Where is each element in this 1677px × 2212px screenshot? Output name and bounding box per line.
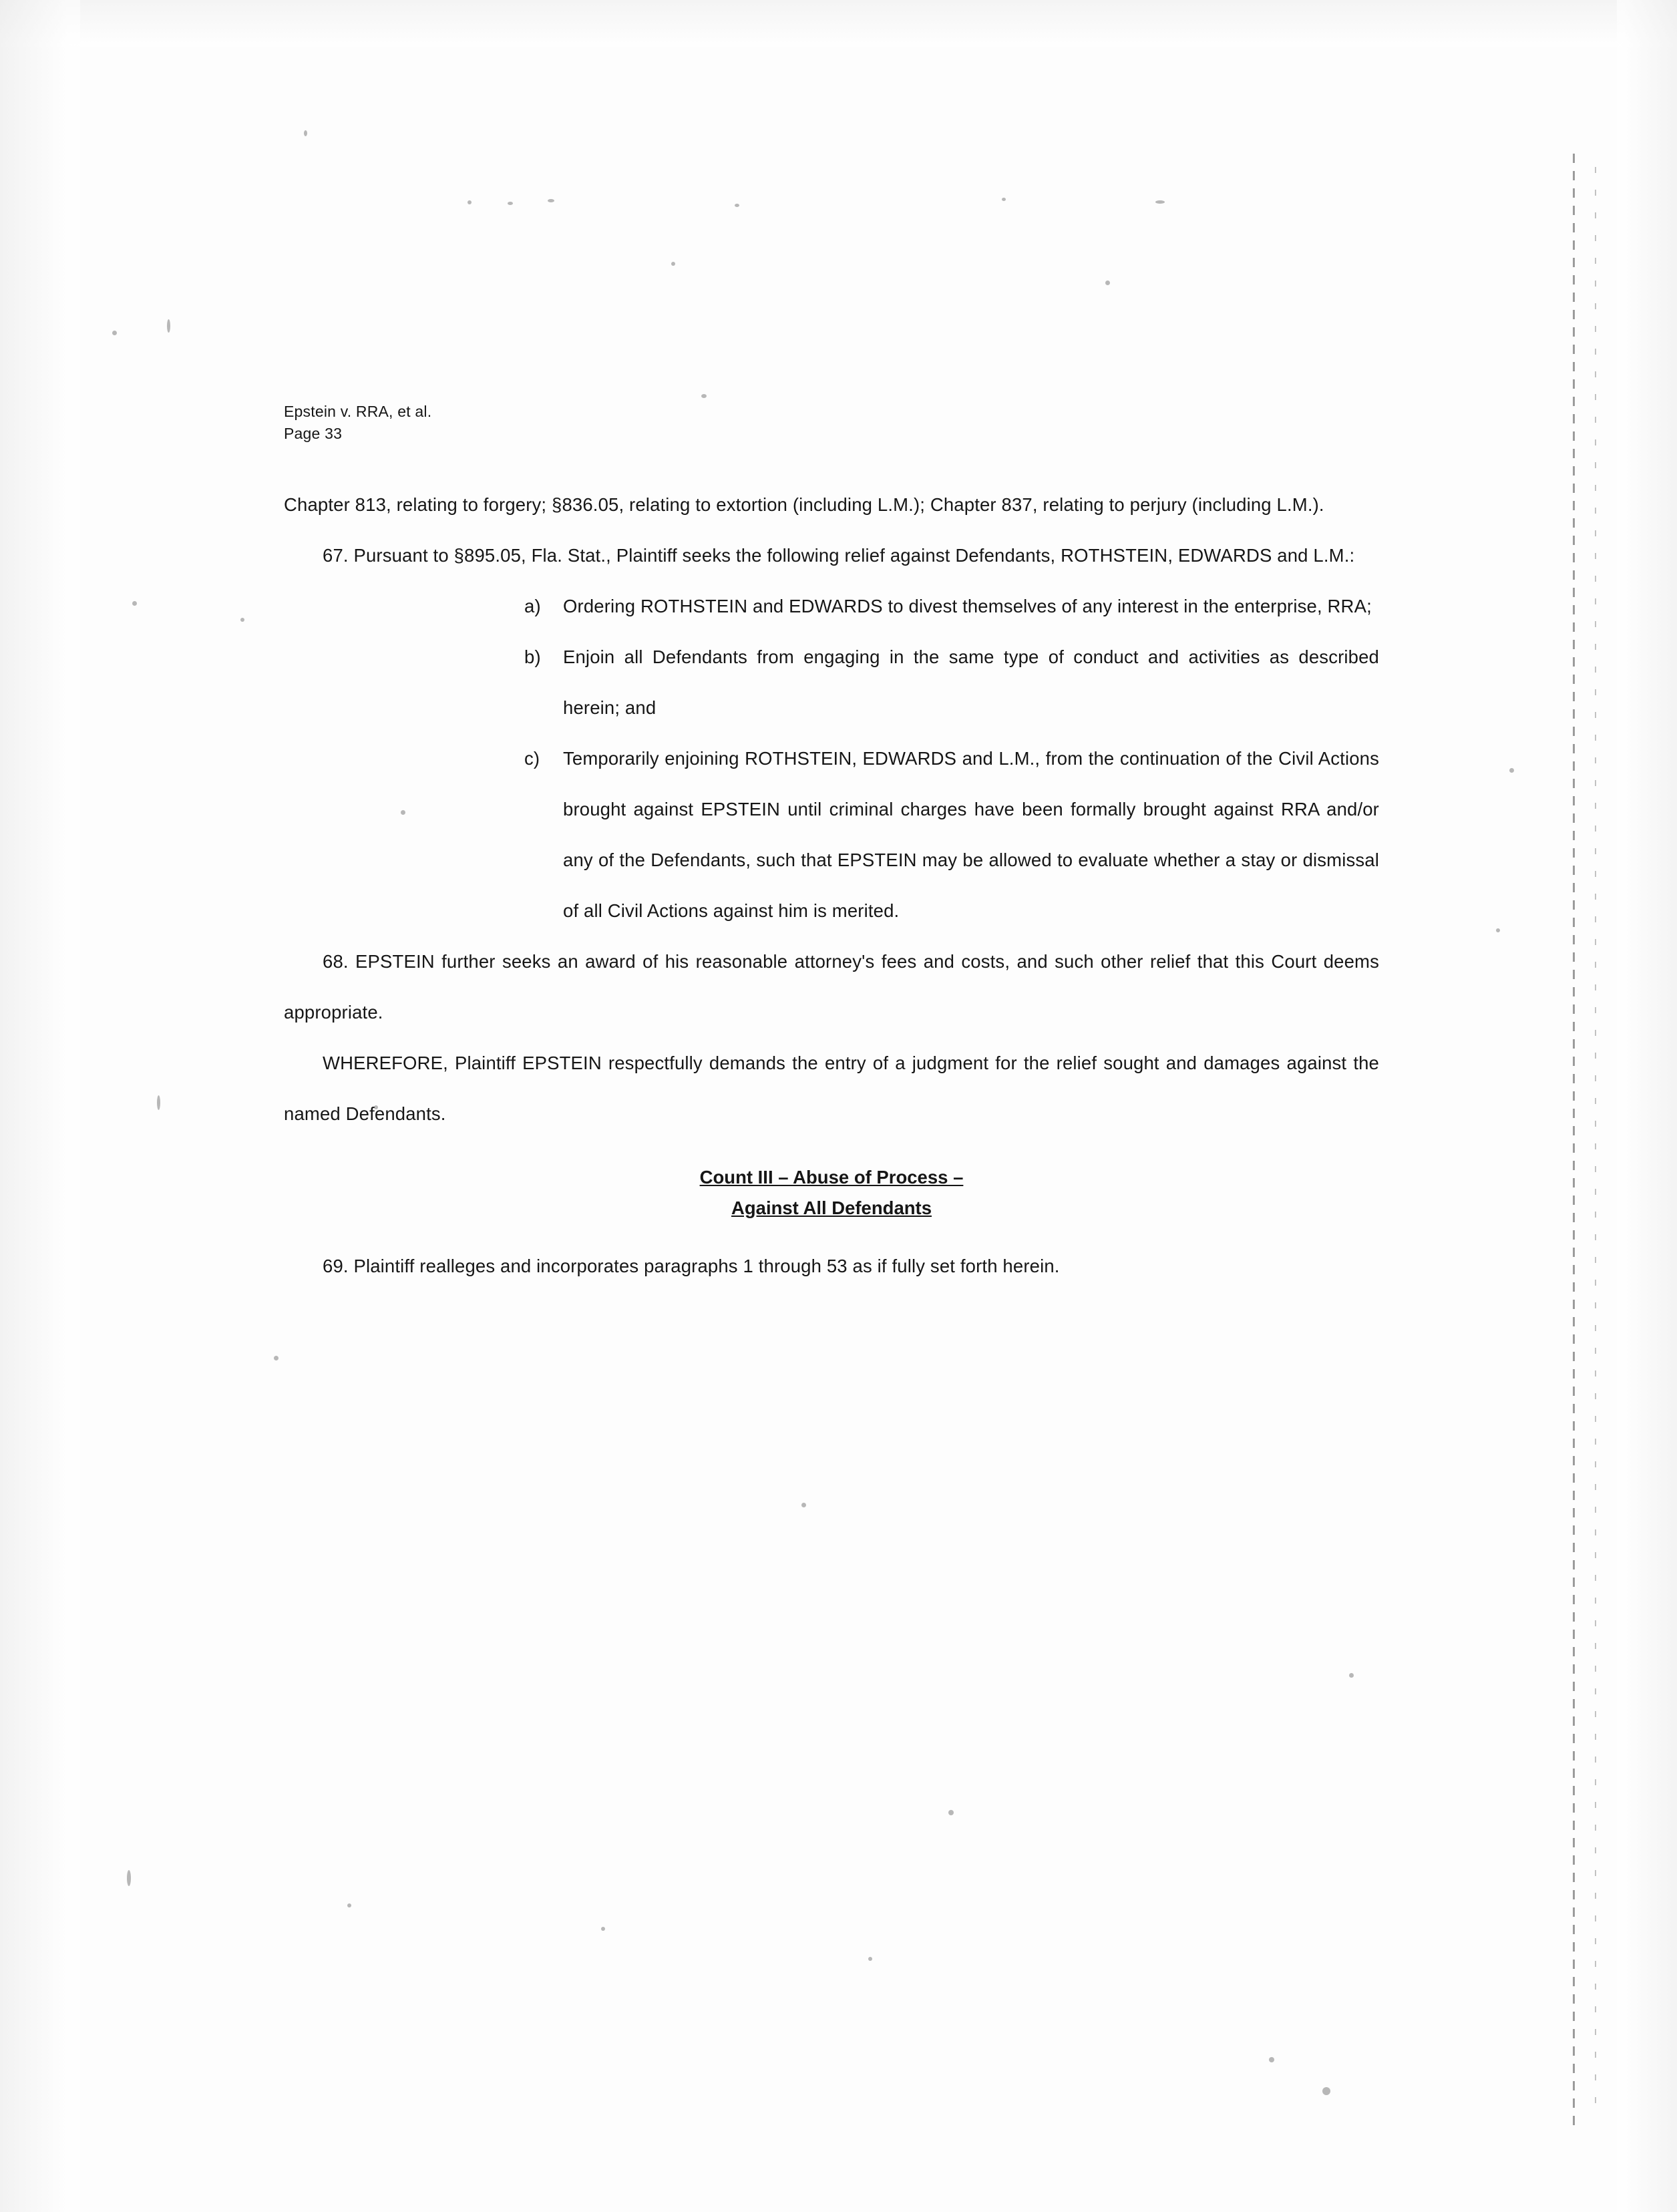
count-heading-line1: Count III – Abuse of Process – [699,1167,964,1187]
scan-speck [132,601,137,606]
scan-edge-right [1617,0,1677,2212]
list-item [524,581,1379,632]
list-item-text: Enjoin all Defendants from engaging in the same type of conduct and activities as described herein; and [563,647,1379,718]
scan-speck [274,1356,278,1360]
scan-speck [1002,198,1006,201]
document-body [284,401,1379,1292]
list-item [524,733,1379,936]
scan-speck [1155,200,1165,204]
paragraph-chapter-813: Chapter 813, relating to forgery; §836.05, relating to extortion (including L.M.); Chapter 837, relating to perjury (including L.M.). [284,494,1324,515]
scan-speck [1509,768,1514,773]
list-item-marker: c) [524,748,540,769]
paragraph-wherefore: WHEREFORE, Plaintiff EPSTEIN respectfully demands the entry of a judgment for the relief sought and damages against the named Defendants. [284,1053,1379,1124]
scan-artifact-line [1573,154,1575,2132]
paragraph-67: 67. Pursuant to §895.05, Fla. Stat., Plaintiff seeks the following relief against Defendants, ROTHSTEIN, EDWARDS and L.M.: [323,545,1355,566]
scan-speck [1105,281,1110,285]
scan-speck [1322,2087,1330,2095]
case-caption [284,401,1379,445]
scan-edge-left [0,0,80,2212]
scan-speck [304,130,307,136]
scan-speck [868,1957,872,1961]
list-item-text: Ordering ROTHSTEIN and EDWARDS to divest themselves of any interest in the enterprise, RRA; [563,596,1372,616]
scan-speck [671,262,675,266]
scan-speck [468,200,472,204]
scan-speck [127,1870,131,1886]
scan-speck [1269,2057,1274,2062]
scan-speck [801,1503,806,1507]
paragraph-68: 68. EPSTEIN further seeks an award of his reasonable attorney's fees and costs, and such other relief that this Court deems appropriate. [284,951,1379,1023]
scan-speck [701,394,707,398]
relief-sub-list [284,581,1379,936]
list-item-marker: a) [524,596,541,616]
scan-speck [948,1810,954,1815]
scan-speck [167,319,170,333]
caption-page-number: Page 33 [284,425,343,442]
scan-speck [112,331,117,335]
scan-speck [240,618,244,622]
scan-speck [157,1095,160,1110]
scan-edge-top [0,0,1677,47]
count-heading [284,1162,1379,1224]
list-item-marker: b) [524,647,541,667]
count-heading-line2: Against All Defendants [731,1197,932,1218]
scan-speck [347,1903,351,1907]
scan-speck [1496,928,1500,932]
caption-case-name: Epstein v. RRA, et al. [284,403,432,420]
scan-artifact-line-secondary [1595,167,1596,2105]
scan-speck [1349,1673,1354,1678]
list-item [524,632,1379,733]
paragraph-69: 69. Plaintiff realleges and incorporates paragraphs 1 through 53 as if fully set forth herein. [323,1256,1060,1276]
scan-speck [548,199,554,202]
scan-speck [735,204,739,207]
scan-speck [508,202,513,205]
scan-speck [601,1927,605,1931]
list-item-text: Temporarily enjoining ROTHSTEIN, EDWARDS and L.M., from the continuation of the Civil Actions brought against EPSTEIN until criminal charges have been formally brought against RRA and/or any of the Defendants, such that EPSTEIN may be allowed to evaluate whether a stay or dismissal of all Civil Actions against him is merited. [563,748,1379,921]
